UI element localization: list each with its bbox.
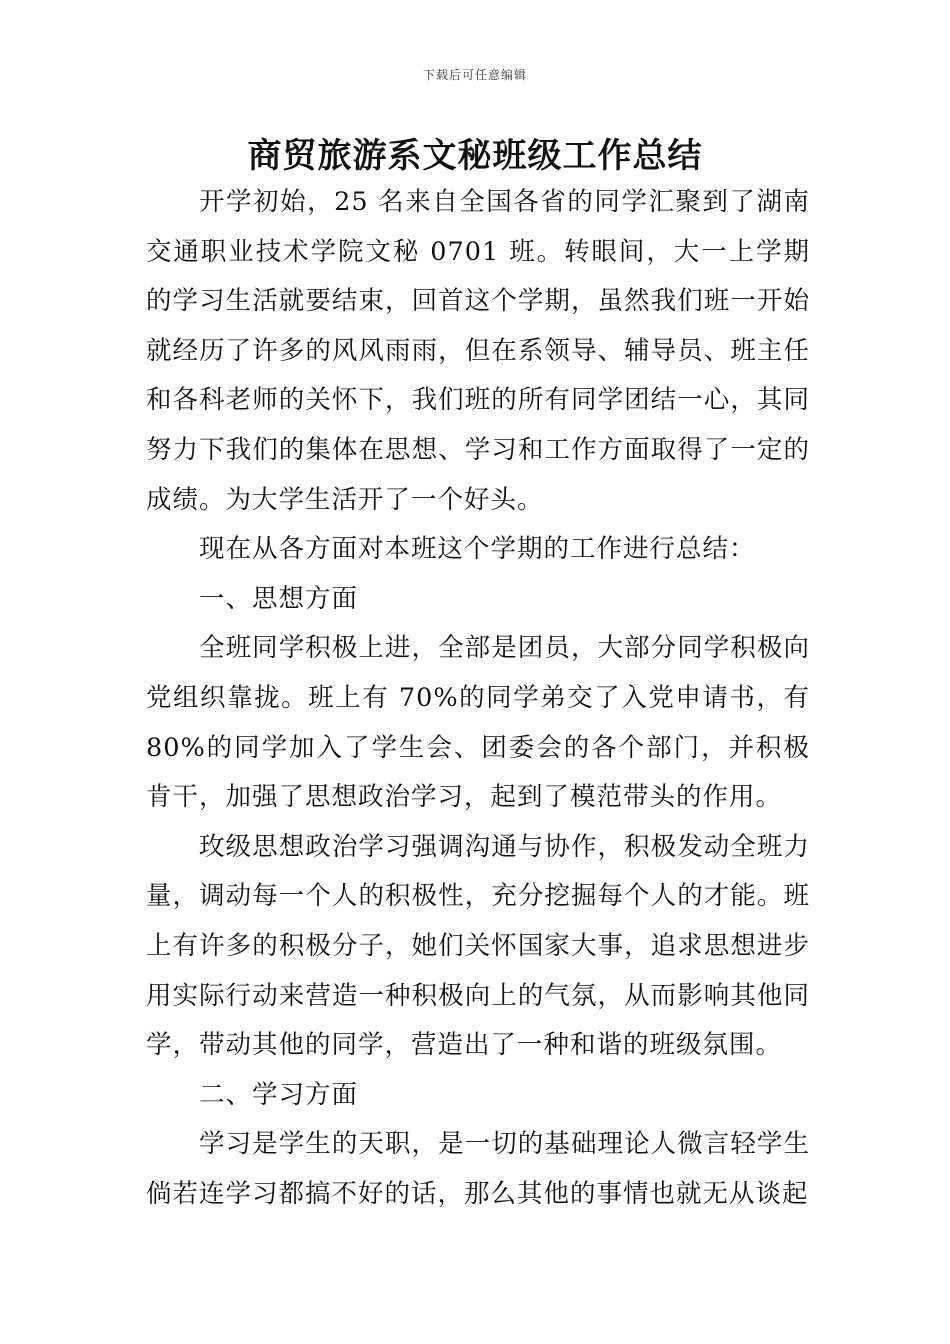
download-note: 下载后可任意编辑 (422, 68, 527, 82)
section-heading-study: 二、学习方面 (199, 1079, 359, 1110)
document-title: 商贸旅游系文秘班级工作总结 (247, 136, 703, 176)
section-heading-thought: 一、思想方面 (199, 583, 359, 614)
document-body (146, 178, 810, 1219)
paragraph-study-1: 学习是学生的天职，是一切的基础理论人微言轻学生倘若连学习都搞不好的话，那么其他的事情也就无从谈起 (146, 1129, 810, 1209)
paragraph-intro: 开学初始，25 名来自全国各省的同学汇聚到了湖南交通职业技术学院文秘 0701 班。转眼间，大一上学期的学习生活就要结束，回首这个学期，虽然我们班一开始就经历了许多的风风雨雨，但在系领导、辅导员、班主任和各科老师的关怀下，我们班的所有同学团结一心，其同努力下我们的集体在思想、学习和工作方面取得了一定的成绩。为大学生活开了一个好头。 (146, 187, 810, 515)
paragraph-summary-lead: 现在从各方面对本班这个学期的工作进行总结： (199, 534, 756, 565)
paragraph-thought-1: 全班同学积极上进，全部是团员，大部分同学积极向党组织靠拢。班上有 70%的同学弟交了入党申请书，有 80%的同学加入了学生会、团委会的各个部门，并积极肯干，加强了思想政治学习，起到了模范带头的作用。 (146, 633, 810, 813)
paragraph-thought-2: 玫级思想政治学习强调沟通与协作，积极发动全班力量，调动每一个人的积极性，充分挖掘每个人的才能。班上有许多的积极分子，她们关怀国家大事，追求思想进步用实际行动来营造一种积极向上的气氛，从而影响其他同学，带动其他的同学，营造出了一种和谐的班级氛围。 (146, 831, 810, 1061)
